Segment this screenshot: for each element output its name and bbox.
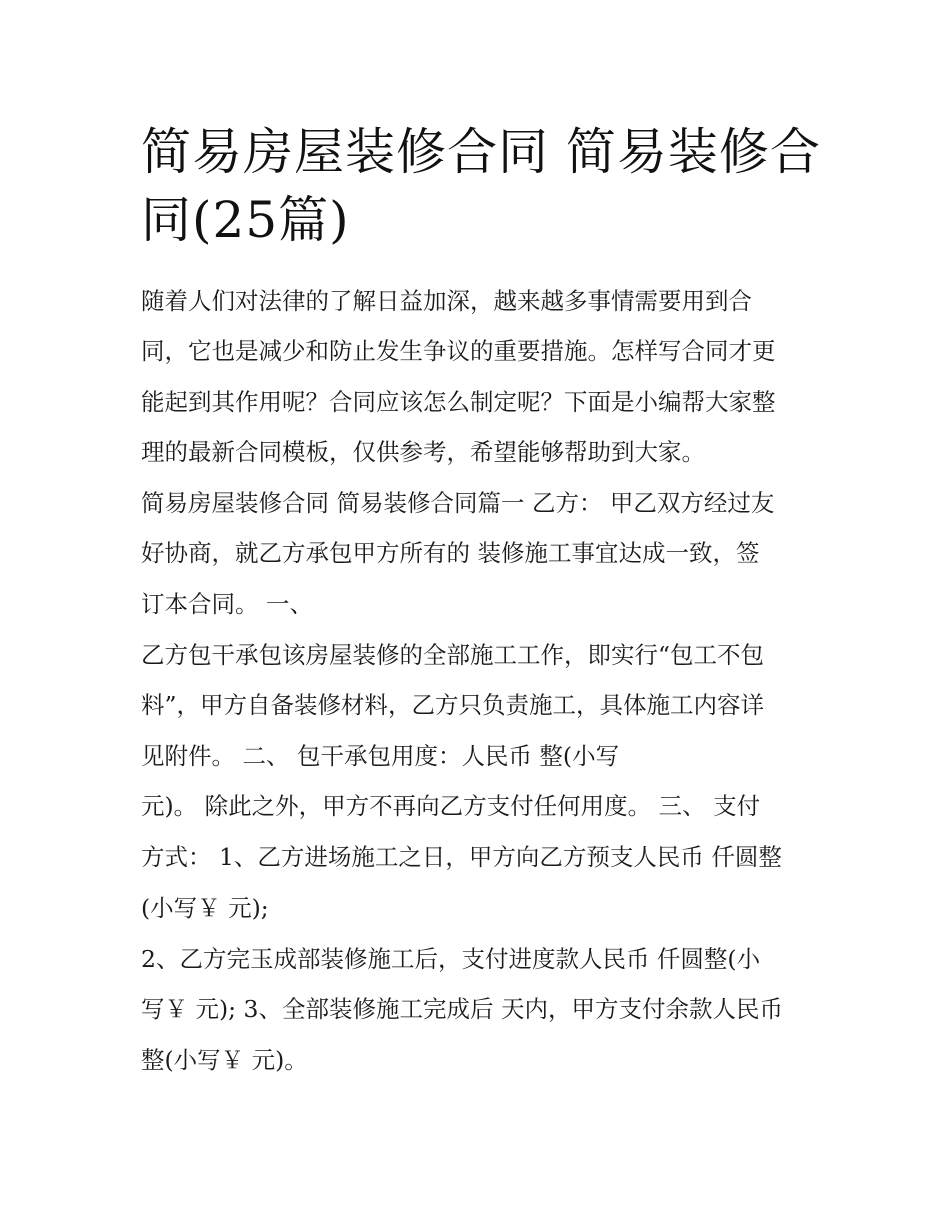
paragraph-line-6: 好协商，就乙方承包甲方所有的 装修施工事宜达成一致，签 [141, 539, 760, 567]
document-title: 简易房屋装修合同 简易装修合同(25篇) [141, 123, 821, 249]
paragraph-line-12: 方式： 1、乙方进场施工之日，甲方向乙方预支人民币 仟圆整 [141, 843, 782, 871]
paragraph-line-11: 元)。 除此之外，甲方不再向乙方支付任何用度。 三、 支付 [141, 792, 761, 820]
paragraph-line-14: 2、乙方完玉成部装修施工后，支付进度款人民币 仟圆整(小 [141, 945, 761, 973]
paragraph-line-13: (小写￥ 元); [141, 894, 269, 922]
paragraph-line-4: 理的最新合同模板，仅供参考，希望能够帮助到大家。 [141, 438, 705, 466]
paragraph-line-8: 乙方包干承包该房屋装修的全部施工工作，即实行“包工不包 [141, 641, 765, 669]
paragraph-line-7: 订本合同。 一、 [141, 590, 313, 618]
paragraph-line-3: 能起到其作用呢？合同应该怎么制定呢？下面是小编帮大家整 [141, 388, 776, 416]
paragraph-line-1: 随着人们对法律的了解日益加深，越来越多事情需要用到合 [141, 287, 752, 315]
paragraph-line-9: 料”，甲方自备装修材料，乙方只负责施工，具体施工内容详 [141, 691, 765, 719]
paragraph-line-5: 简易房屋装修合同 简易装修合同篇一 乙方： 甲乙双方经过友 [141, 489, 775, 517]
paragraph-line-15: 写￥ 元); 3、全部装修施工完成后 天内，甲方支付余款人民币 [141, 995, 783, 1023]
paragraph-line-16: 整(小写￥ 元)。 [141, 1046, 308, 1074]
paragraph-line-10: 见附件。 二、 包干承包用度：人民币 整(小写 [141, 742, 620, 770]
paragraph-line-2: 同，它也是减少和防止发生争议的重要措施。怎样写合同才更 [141, 337, 776, 365]
